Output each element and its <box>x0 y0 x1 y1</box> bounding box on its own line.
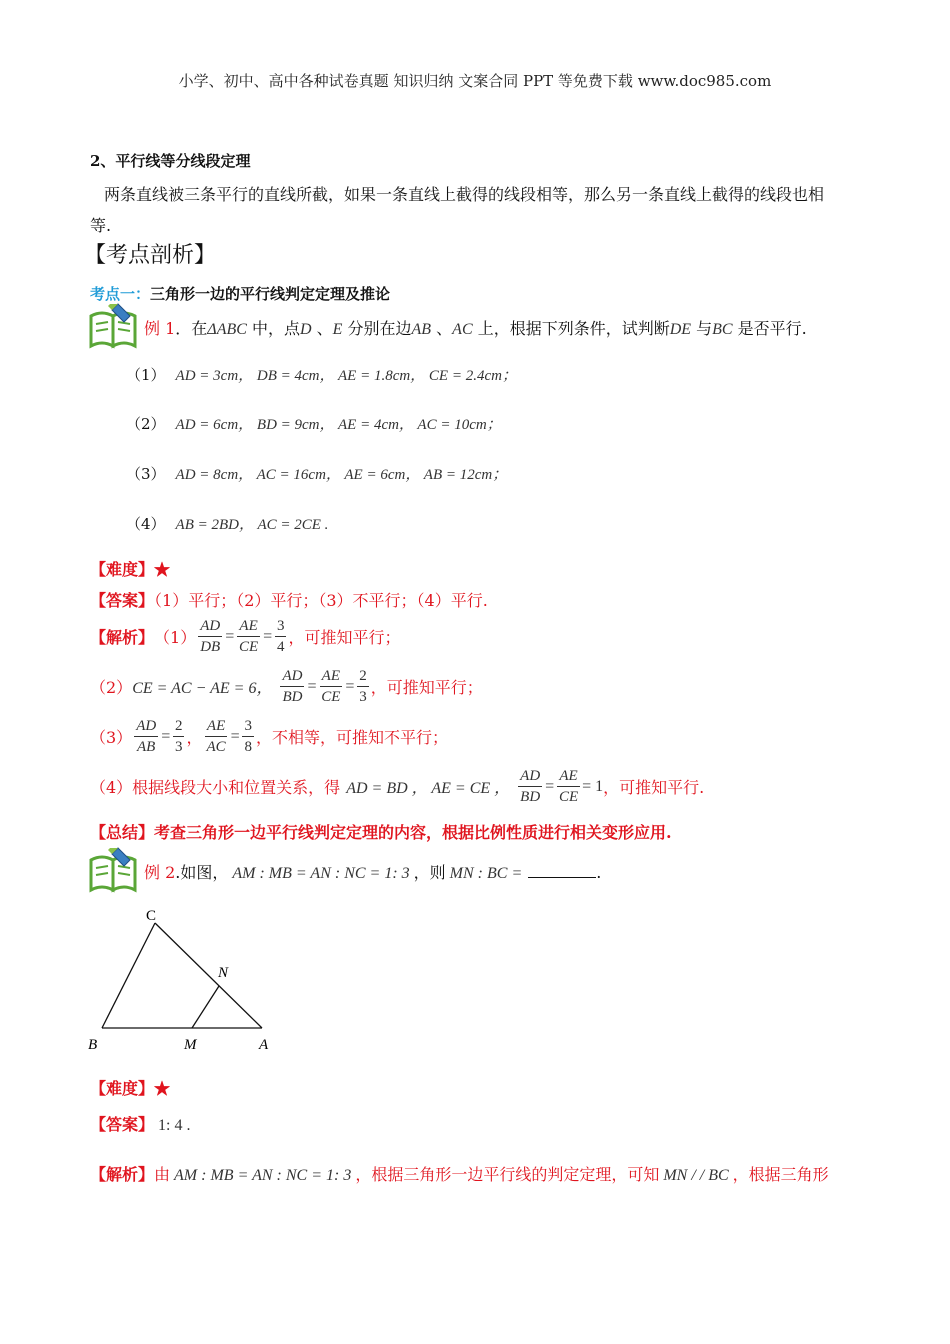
answer-blank[interactable] <box>528 863 596 878</box>
star-icon: ★ <box>154 1079 171 1098</box>
fraction-numerator: 2 <box>173 716 185 737</box>
analysis-expression: AD = BD ， AE = CE ， <box>346 780 511 797</box>
fraction-denominator: 4 <box>276 639 285 655</box>
item-expression: AD = 3cm， DB = 4cm， AE = 1.8cm， CE = 2.4cm； <box>175 368 517 384</box>
triangle-figure <box>82 905 282 1055</box>
fraction-ad-bd <box>280 666 304 707</box>
fraction-denominator: BD <box>520 789 541 805</box>
fraction-denominator: 3 <box>174 739 183 755</box>
example1-q-text-f: 上，根据下列条件，试判断 <box>472 319 670 338</box>
example1-q-text-a: ．在 <box>175 319 208 338</box>
example1-q-text-g: 与 <box>691 319 713 338</box>
summary-label: 【总结】 <box>90 823 155 842</box>
example1-q-text-e: 、 <box>431 319 453 338</box>
example2-q-ratio-target: MN : BC = <box>449 865 523 882</box>
fraction-ae-ac <box>205 716 228 757</box>
comma: ， <box>186 728 203 747</box>
equals-sign: = <box>262 627 273 645</box>
fraction-denominator: DB <box>200 639 221 655</box>
label-c: C <box>146 908 157 924</box>
item-number: （4） <box>126 515 166 533</box>
answer-text: （1）平行；（2）平行；（3）不平行；（4）平行. <box>154 591 488 610</box>
item-number: （2） <box>126 415 166 433</box>
example1-answer <box>90 588 488 611</box>
item-expression: AD = 8cm， AC = 16cm， AE = 6cm， AB = 12cm； <box>175 467 508 483</box>
example2-q-text-b: ，则 <box>413 863 446 882</box>
example1-question <box>144 316 807 339</box>
analysis-label: 【解析】 <box>90 628 155 647</box>
fraction-denominator: CE <box>321 689 341 705</box>
item-expression: AB = 2BD， AC = 2CE . <box>175 517 329 533</box>
fraction-denominator: 3 <box>359 689 367 705</box>
example1-analysis-3 <box>90 716 448 757</box>
example2-analysis <box>90 1162 829 1185</box>
section-title: 【考点剖析】 <box>84 243 217 268</box>
item-number: （1） <box>126 366 166 384</box>
equals-one: = 1 <box>582 777 604 795</box>
example1-q-side-ab: AB <box>411 321 432 338</box>
fraction-numerator: AD <box>280 666 304 687</box>
kaodian-label: 考点一： <box>90 285 151 303</box>
example1-label: 例 1 <box>144 319 176 338</box>
fraction-denominator: AC <box>206 739 226 755</box>
book-pencil-icon <box>88 302 140 350</box>
equals-sign: = <box>306 677 318 695</box>
example1-q-seg-bc: BC <box>712 321 733 338</box>
analysis-item-number: （1） <box>154 628 197 647</box>
equals-sign: = <box>160 727 171 745</box>
fraction-ad-bd <box>518 766 542 807</box>
analysis-text-c: ，根据三角形 <box>732 1165 829 1184</box>
example1-q-text-d: 分别在边 <box>342 319 412 338</box>
fraction-ae-ce <box>557 766 580 807</box>
label-b: B <box>88 1037 98 1053</box>
example1-q-triangle: ΔABC <box>207 321 247 338</box>
fraction-numerator: AE <box>320 666 342 687</box>
difficulty-label: 【难度】 <box>90 1079 155 1098</box>
item-number: （3） <box>126 465 166 483</box>
segment-ca <box>155 923 262 1028</box>
analysis-parallel: MN / / BC <box>663 1167 729 1184</box>
item-expression: AD = 6cm， BD = 9cm， AE = 4cm， AC = 10cm； <box>175 417 502 433</box>
analysis-label: 【解析】 <box>90 1165 155 1184</box>
theorem-body-line2: 等. <box>90 216 112 235</box>
analysis-ratio: AM : MB = AN : NC = 1: 3 <box>174 1167 352 1184</box>
fraction-3-8 <box>242 716 254 757</box>
kaodian-title: 三角形一边的平行线判定定理及推论 <box>150 285 391 303</box>
page-header: 小学、初中、高中各种试卷真题 知识归纳 文案合同 PPT 等免费下载 www.doc985.com <box>178 72 772 90</box>
example2-answer <box>90 1112 190 1135</box>
answer-label: 【答案】 <box>90 1115 155 1134</box>
example2-q-text-a: .如图， <box>175 863 229 882</box>
label-a: A <box>259 1037 269 1053</box>
fraction-numerator: AD <box>198 616 222 637</box>
label-n: N <box>218 965 229 981</box>
example1-difficulty <box>90 557 170 580</box>
example2-label: 例 2 <box>144 863 176 882</box>
theorem-title: 2、平行线等分线段定理 <box>90 152 251 170</box>
example1-q-seg-de: DE <box>669 321 692 338</box>
example1-analysis-4 <box>90 766 704 807</box>
difficulty-label: 【难度】 <box>90 560 155 579</box>
analysis-conclusion: ，可推知平行. <box>603 778 705 797</box>
example2-question <box>144 860 601 883</box>
fraction-numerator: AD <box>518 766 542 787</box>
fraction-denominator: BD <box>282 689 303 705</box>
example1-q-text-h: 是否平行. <box>732 319 807 338</box>
answer-label: 【答案】 <box>90 591 155 610</box>
example1-item-4 <box>126 513 328 534</box>
example1-q-point-e: E <box>332 321 343 338</box>
analysis-item-number: （2） <box>90 678 133 697</box>
example1-q-text-b: 中，点 <box>246 319 300 338</box>
fraction-ad-db <box>198 616 222 657</box>
example1-q-side-ac: AC <box>452 321 473 338</box>
example1-q-text-c: 、 <box>311 319 333 338</box>
fraction-3-4 <box>275 616 287 657</box>
fraction-denominator: 8 <box>244 739 252 755</box>
summary-text: 考查三角形一边平行线判定定理的内容，根据比例性质进行相关变形应用. <box>154 823 672 842</box>
fraction-numerator: 3 <box>242 716 254 737</box>
example2-q-ratio: AM : MB = AN : NC = 1: 3 <box>232 865 410 882</box>
example1-analysis-2 <box>90 666 483 707</box>
answer-value: 1: 4 . <box>158 1117 191 1134</box>
fraction-2-3 <box>357 666 369 707</box>
example1-q-point-d: D <box>300 321 312 338</box>
analysis-text-b: ，根据三角形一边平行线的判定定理，可知 <box>355 1165 660 1184</box>
label-m: M <box>184 1037 197 1053</box>
analysis-conclusion: ，可推知平行； <box>370 678 483 697</box>
fraction-ae-ce <box>319 666 342 707</box>
fraction-ad-ab <box>134 716 158 757</box>
example2-difficulty <box>90 1076 170 1099</box>
kaodian-heading <box>90 283 390 304</box>
equals-sign: = <box>224 627 235 645</box>
example2-q-end: . <box>596 863 602 882</box>
analysis-item-number: （3） <box>90 728 133 747</box>
fraction-numerator: 3 <box>275 616 287 637</box>
analysis-text-a: 由 <box>154 1165 171 1184</box>
fraction-numerator: 2 <box>357 666 369 687</box>
equals-sign: = <box>544 777 555 795</box>
fraction-numerator: AE <box>557 766 579 787</box>
fraction-numerator: AE <box>237 616 259 637</box>
fraction-numerator: AD <box>134 716 158 737</box>
fraction-ae-ce <box>237 616 260 657</box>
analysis-conclusion: ，可推知平行； <box>288 628 401 647</box>
segment-mn <box>192 986 219 1028</box>
fraction-2-3 <box>173 716 185 757</box>
star-icon: ★ <box>154 560 171 579</box>
fraction-denominator: CE <box>239 639 259 655</box>
example1-summary <box>90 820 672 843</box>
equals-sign: = <box>344 677 356 695</box>
fraction-denominator: AB <box>137 739 156 755</box>
example1-analysis-1 <box>90 616 400 657</box>
equals-sign: = <box>229 727 241 745</box>
example1-item-2 <box>126 413 502 434</box>
theorem-body-line1: 两条直线被三条平行的直线所截，如果一条直线上截得的线段相等，那么另一条直线上截得的线段也相 <box>104 185 825 204</box>
analysis-expression: CE = AC − AE = 6， <box>132 680 273 697</box>
fraction-denominator: CE <box>558 789 579 805</box>
example1-item-1 <box>126 364 517 385</box>
segment-cb <box>102 923 155 1028</box>
analysis-conclusion: ，不相等，可推知不平行； <box>255 728 448 747</box>
fraction-numerator: AE <box>205 716 227 737</box>
book-pencil-icon <box>88 846 140 894</box>
analysis-text: （4）根据线段大小和位置关系，得 <box>90 778 341 797</box>
example1-item-3 <box>126 463 507 484</box>
